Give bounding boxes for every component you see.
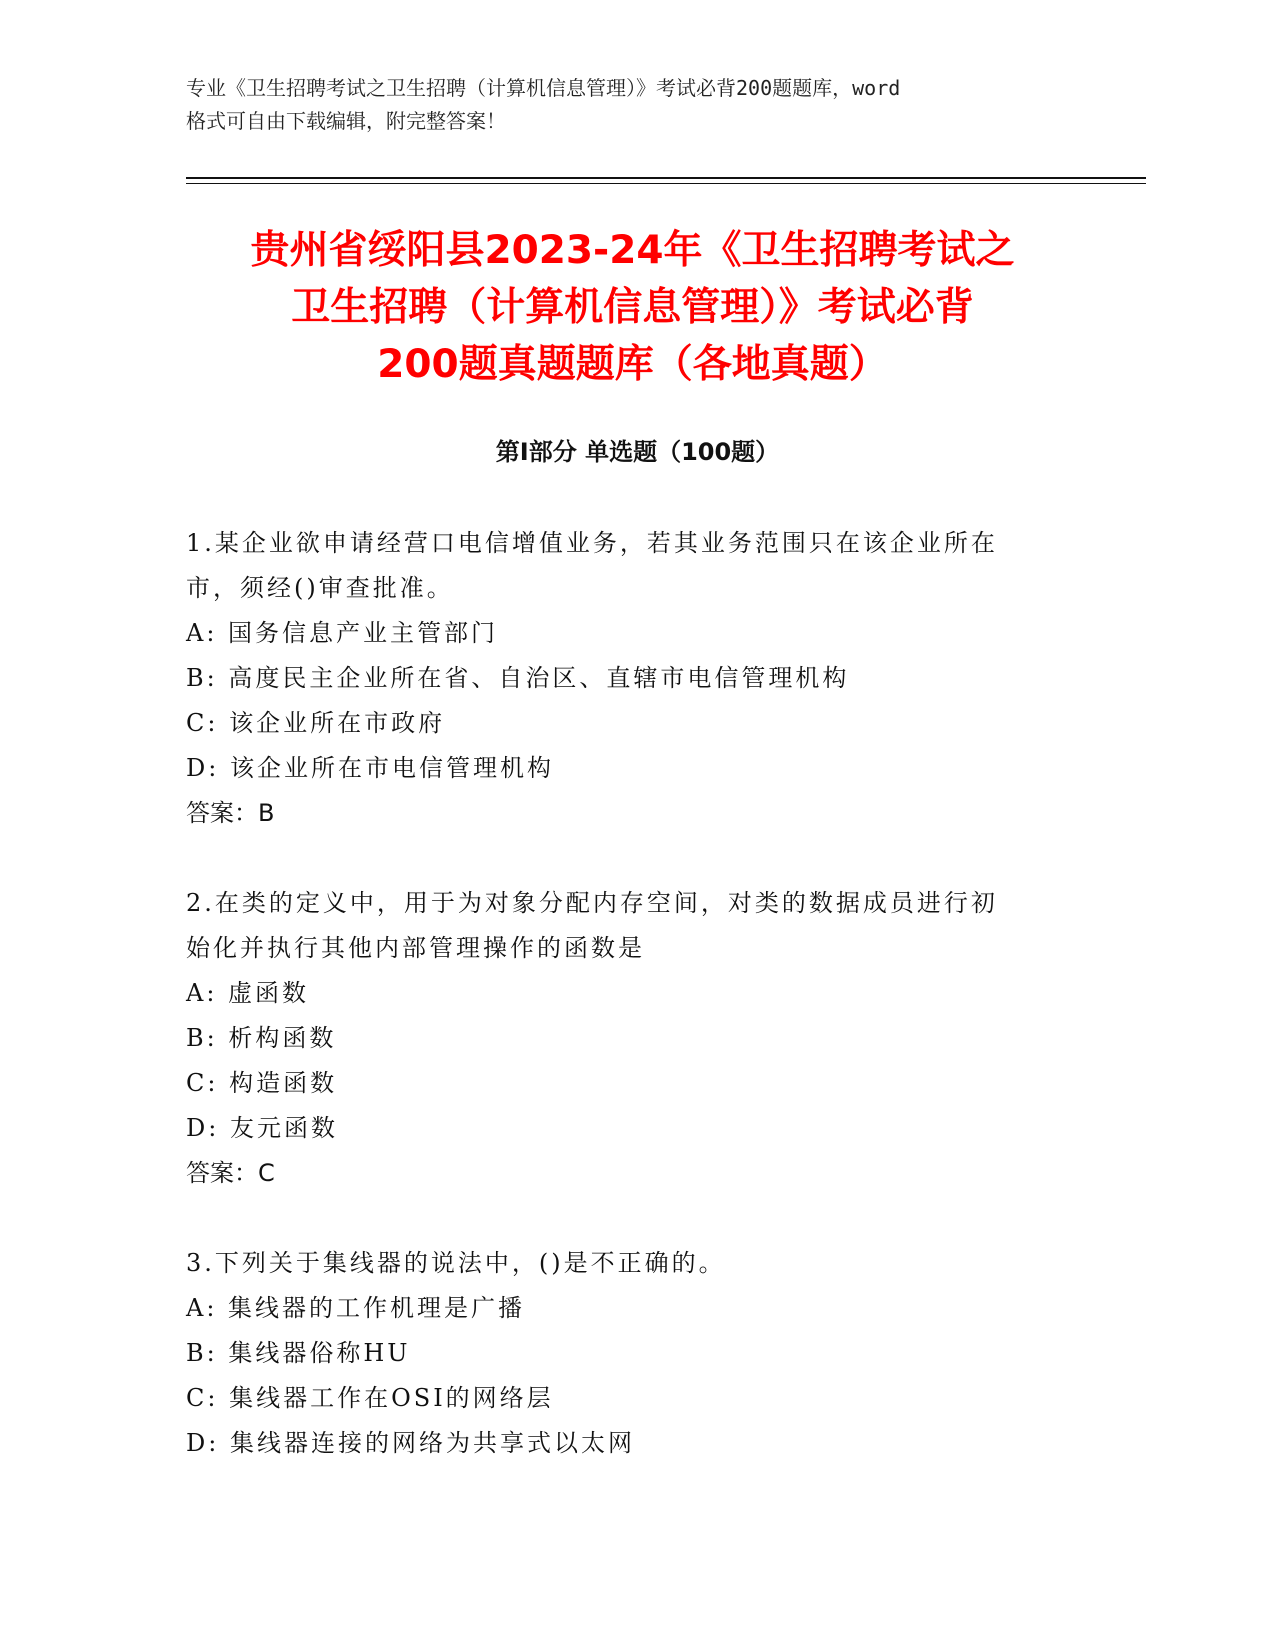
question-spacer	[186, 836, 1066, 881]
document-title-line-1: 贵州省绥阳县2023-24年《卫生招聘考试之	[250, 228, 1015, 273]
option-d: D: 集线器连接的网络为共享式以太网	[186, 1429, 635, 1457]
option-d: D: 友元函数	[186, 1114, 338, 1142]
header-note	[186, 72, 1086, 138]
header-note-line-2: 格式可自由下载编辑，附完整答案！	[186, 109, 506, 133]
question-1	[186, 521, 1066, 836]
option-c: C: 该企业所在市政府	[186, 709, 446, 737]
question-stem-line: 2.在类的定义中，用于为对象分配内存空间，对类的数据成员进行初	[186, 889, 998, 917]
option-b: B: 集线器俗称HU	[186, 1339, 411, 1367]
header-note-line-1: 专业《卫生招聘考试之卫生招聘（计算机信息管理）》考试必背200题题库，word	[186, 76, 901, 100]
question-list	[186, 521, 1066, 1466]
question-spacer	[186, 1196, 1066, 1241]
question-2	[186, 881, 1066, 1196]
option-b: B: 析构函数	[186, 1024, 337, 1052]
question-stem-line: 1.某企业欲申请经营口电信增值业务，若其业务范围只在该企业所在	[186, 529, 998, 557]
answer-line: 答案：C	[186, 1159, 275, 1187]
document-title-line-2: 卫生招聘（计算机信息管理）》考试必背	[291, 285, 974, 330]
document-title	[160, 222, 1105, 393]
header-rule-thick	[186, 177, 1146, 179]
question-3	[186, 1241, 1066, 1466]
document-title-line-3: 200题真题题库（各地真题）	[377, 342, 888, 387]
option-a: A: 集线器的工作机理是广播	[186, 1294, 526, 1322]
header-rule-thin	[186, 183, 1146, 184]
option-c: C: 集线器工作在OSI的网络层	[186, 1384, 554, 1412]
option-a: A: 虚函数	[186, 979, 310, 1007]
answer-line: 答案：B	[186, 799, 275, 827]
option-a: A: 国务信息产业主管部门	[186, 619, 499, 647]
option-b: B: 高度民主企业所在省、自治区、直辖市电信管理机构	[186, 664, 850, 692]
question-stem-line: 市，须经()审查批准。	[186, 574, 454, 602]
question-stem-line: 始化并执行其他内部管理操作的函数是	[186, 934, 645, 962]
option-c: C: 构造函数	[186, 1069, 338, 1097]
section-title: 第Ⅰ部分 单选题（100题）	[495, 438, 780, 466]
question-stem-line: 3.下列关于集线器的说法中，()是不正确的。	[186, 1249, 726, 1277]
option-d: D: 该企业所在市电信管理机构	[186, 754, 554, 782]
